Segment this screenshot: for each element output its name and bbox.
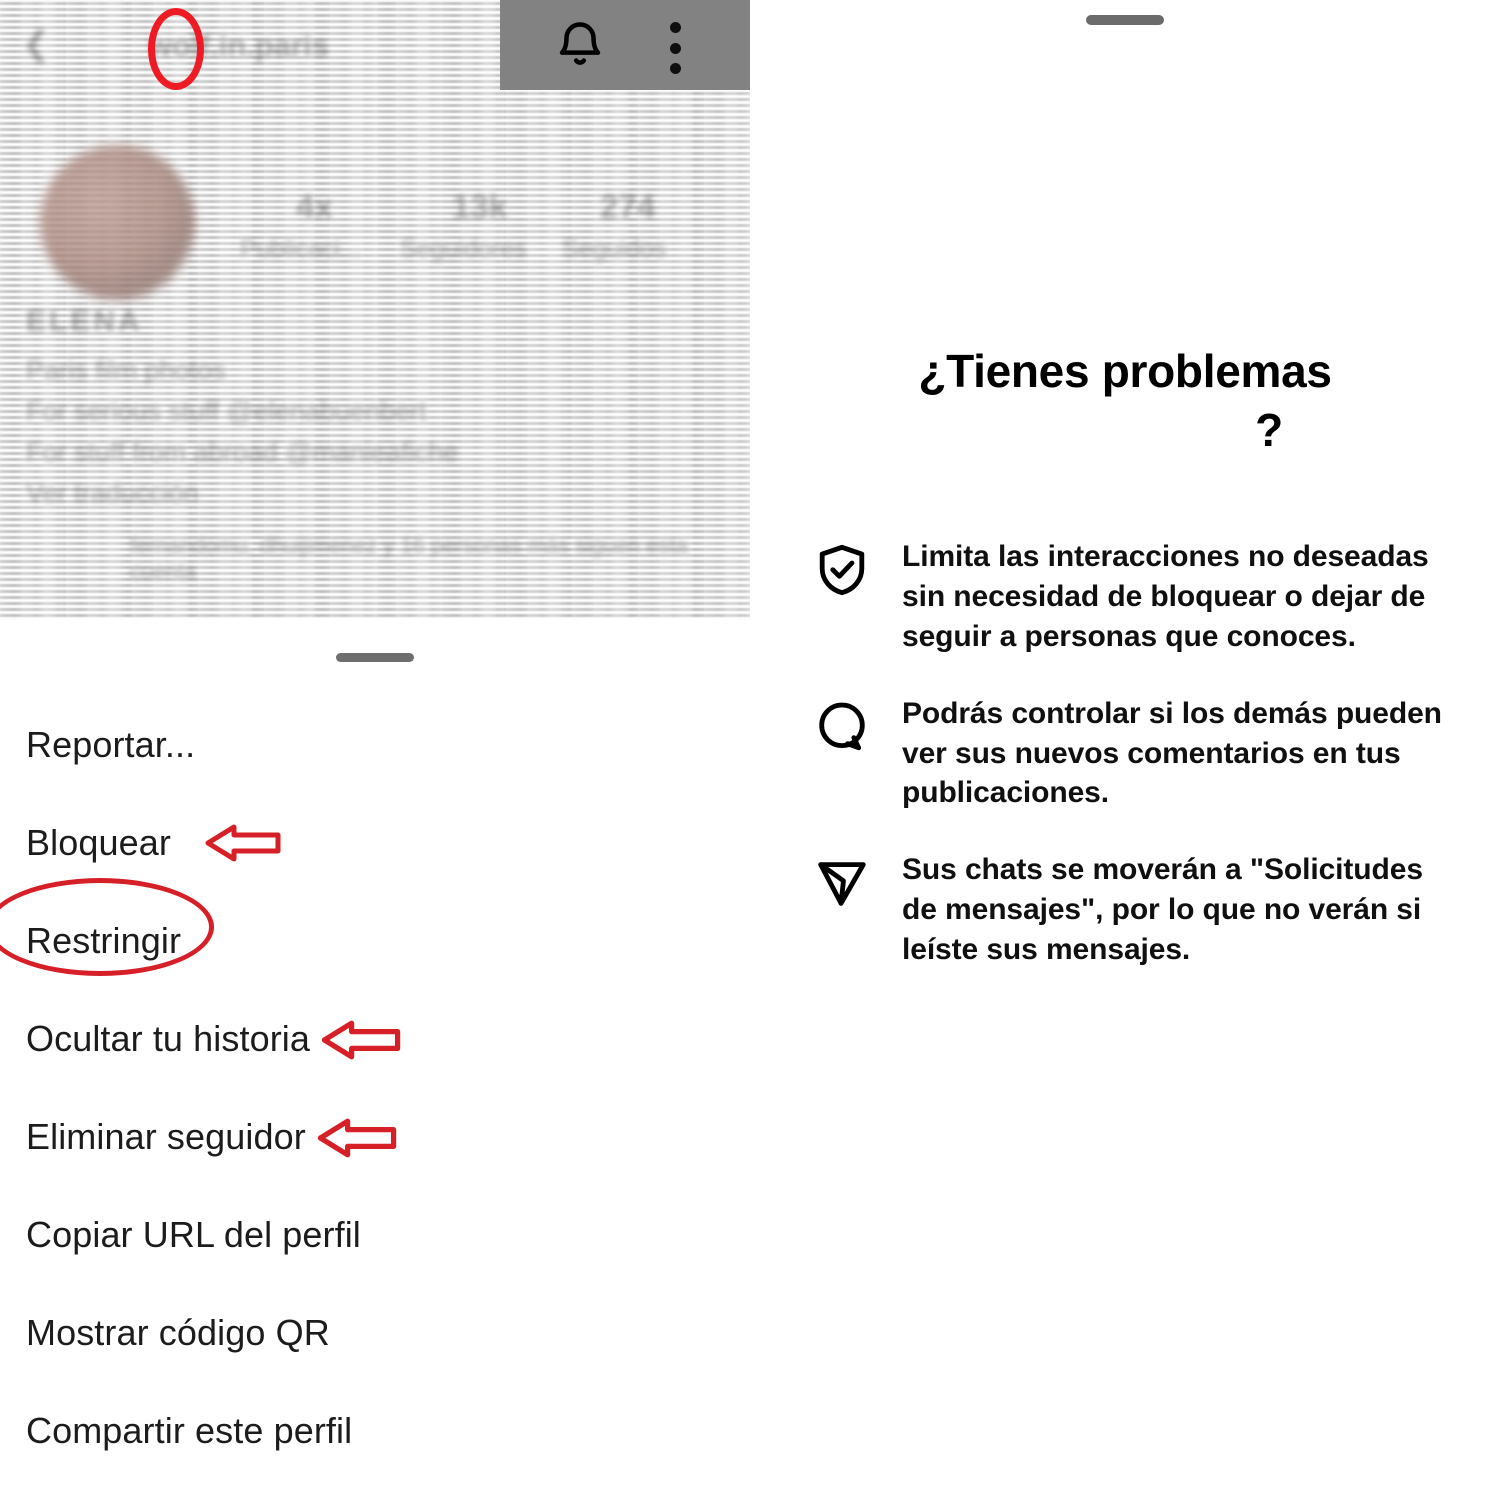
options-menu-list: [0, 696, 750, 1480]
bio-translate-link[interactable]: Ver traducción: [26, 478, 199, 508]
kebab-menu-icon[interactable]: [663, 22, 687, 74]
feature-list: [750, 537, 1500, 1007]
comment-bubble-icon: [808, 694, 876, 756]
menu-item-reportar[interactable]: [0, 696, 750, 794]
menu-item-ocultar-historia[interactable]: [0, 990, 750, 1088]
menu-item-eliminar-seguidor[interactable]: [0, 1088, 750, 1186]
bio-line-1: Paris film photos: [26, 355, 226, 385]
feature-text: Limita las interacciones no deseadas sin necesidad de bloquear o dejar de seguir a personas que conoces.: [902, 540, 1429, 653]
menu-item-label: Mostrar código QR: [26, 1312, 330, 1353]
annotation-arrow-bloquear: [204, 821, 282, 865]
menu-item-label: Eliminar seguidor: [26, 1116, 306, 1157]
page-title: [750, 342, 1500, 460]
annotation-arrow-eliminar-seguidor: [312, 1115, 390, 1159]
feature-text: Sus chats se moverán a "Solicitudes de mensajes", por lo que no verán si leíste sus mensajes.: [902, 853, 1423, 967]
menu-item-label: Copiar URL del perfil: [26, 1214, 361, 1255]
menu-item-label: Reportar...: [26, 724, 196, 765]
menu-item-copiar-url[interactable]: [0, 1186, 750, 1284]
menu-item-restringir[interactable]: [0, 892, 750, 990]
menu-item-label: Ocultar tu historia: [26, 1018, 311, 1059]
menu-item-label: Restringir: [26, 920, 182, 961]
blurred-profile-backdrop: [0, 0, 750, 620]
paper-plane-icon: [808, 850, 876, 912]
right-phone-screen: [750, 0, 1500, 1509]
menu-item-label: Compartir este perfil: [26, 1410, 353, 1451]
sheet-drag-handle[interactable]: [1086, 15, 1164, 25]
bio-line-3: For stuff from abroad @manieafiche: [26, 437, 459, 467]
feature-text: Podrás controlar si los demás pueden ver sus nuevos comentarios en tus publicaciones.: [902, 696, 1442, 810]
following-count: 274: [600, 188, 656, 225]
sheet-drag-handle[interactable]: [336, 653, 414, 662]
options-bottom-sheet: [0, 618, 750, 1509]
posts-count: 4x: [296, 188, 333, 225]
feature-item-message-requests: [750, 850, 1500, 970]
followed-by-text: fernandomu, dhuijimenez y 16 personas más siguen esta cuenta: [130, 533, 688, 584]
menu-item-compartir-perfil[interactable]: [0, 1382, 750, 1480]
menu-item-bloquear[interactable]: [0, 794, 750, 892]
followers-label[interactable]: Seguidores: [400, 235, 527, 263]
menu-item-label: Bloquear: [26, 822, 171, 863]
profile-top-bar: [500, 0, 750, 90]
kebab-highlight-ring: [148, 8, 204, 90]
posts-label: Publicaci...: [240, 235, 361, 263]
feature-item-limit-interactions: [750, 537, 1500, 657]
following-label[interactable]: Seguidos: [562, 235, 667, 263]
bell-icon[interactable]: [553, 20, 607, 74]
menu-item-mostrar-qr[interactable]: [0, 1284, 750, 1382]
profile-username: wolf.in.paris: [148, 28, 329, 63]
shield-check-icon: [808, 537, 876, 599]
page-title-line2: ?: [1255, 403, 1283, 456]
bio-line-2: For serious stuff @elenabuenbert: [26, 396, 427, 426]
back-arrow-icon[interactable]: ❮: [22, 25, 51, 63]
page-title-line1: ¿Tienes problemas: [918, 345, 1332, 397]
followers-count: 13k: [452, 188, 508, 225]
profile-display-name: ELENA: [26, 305, 143, 338]
feature-item-control-comments: [750, 694, 1500, 814]
annotation-arrow-ocultar-historia: [316, 1017, 394, 1061]
avatar[interactable]: [40, 145, 195, 300]
